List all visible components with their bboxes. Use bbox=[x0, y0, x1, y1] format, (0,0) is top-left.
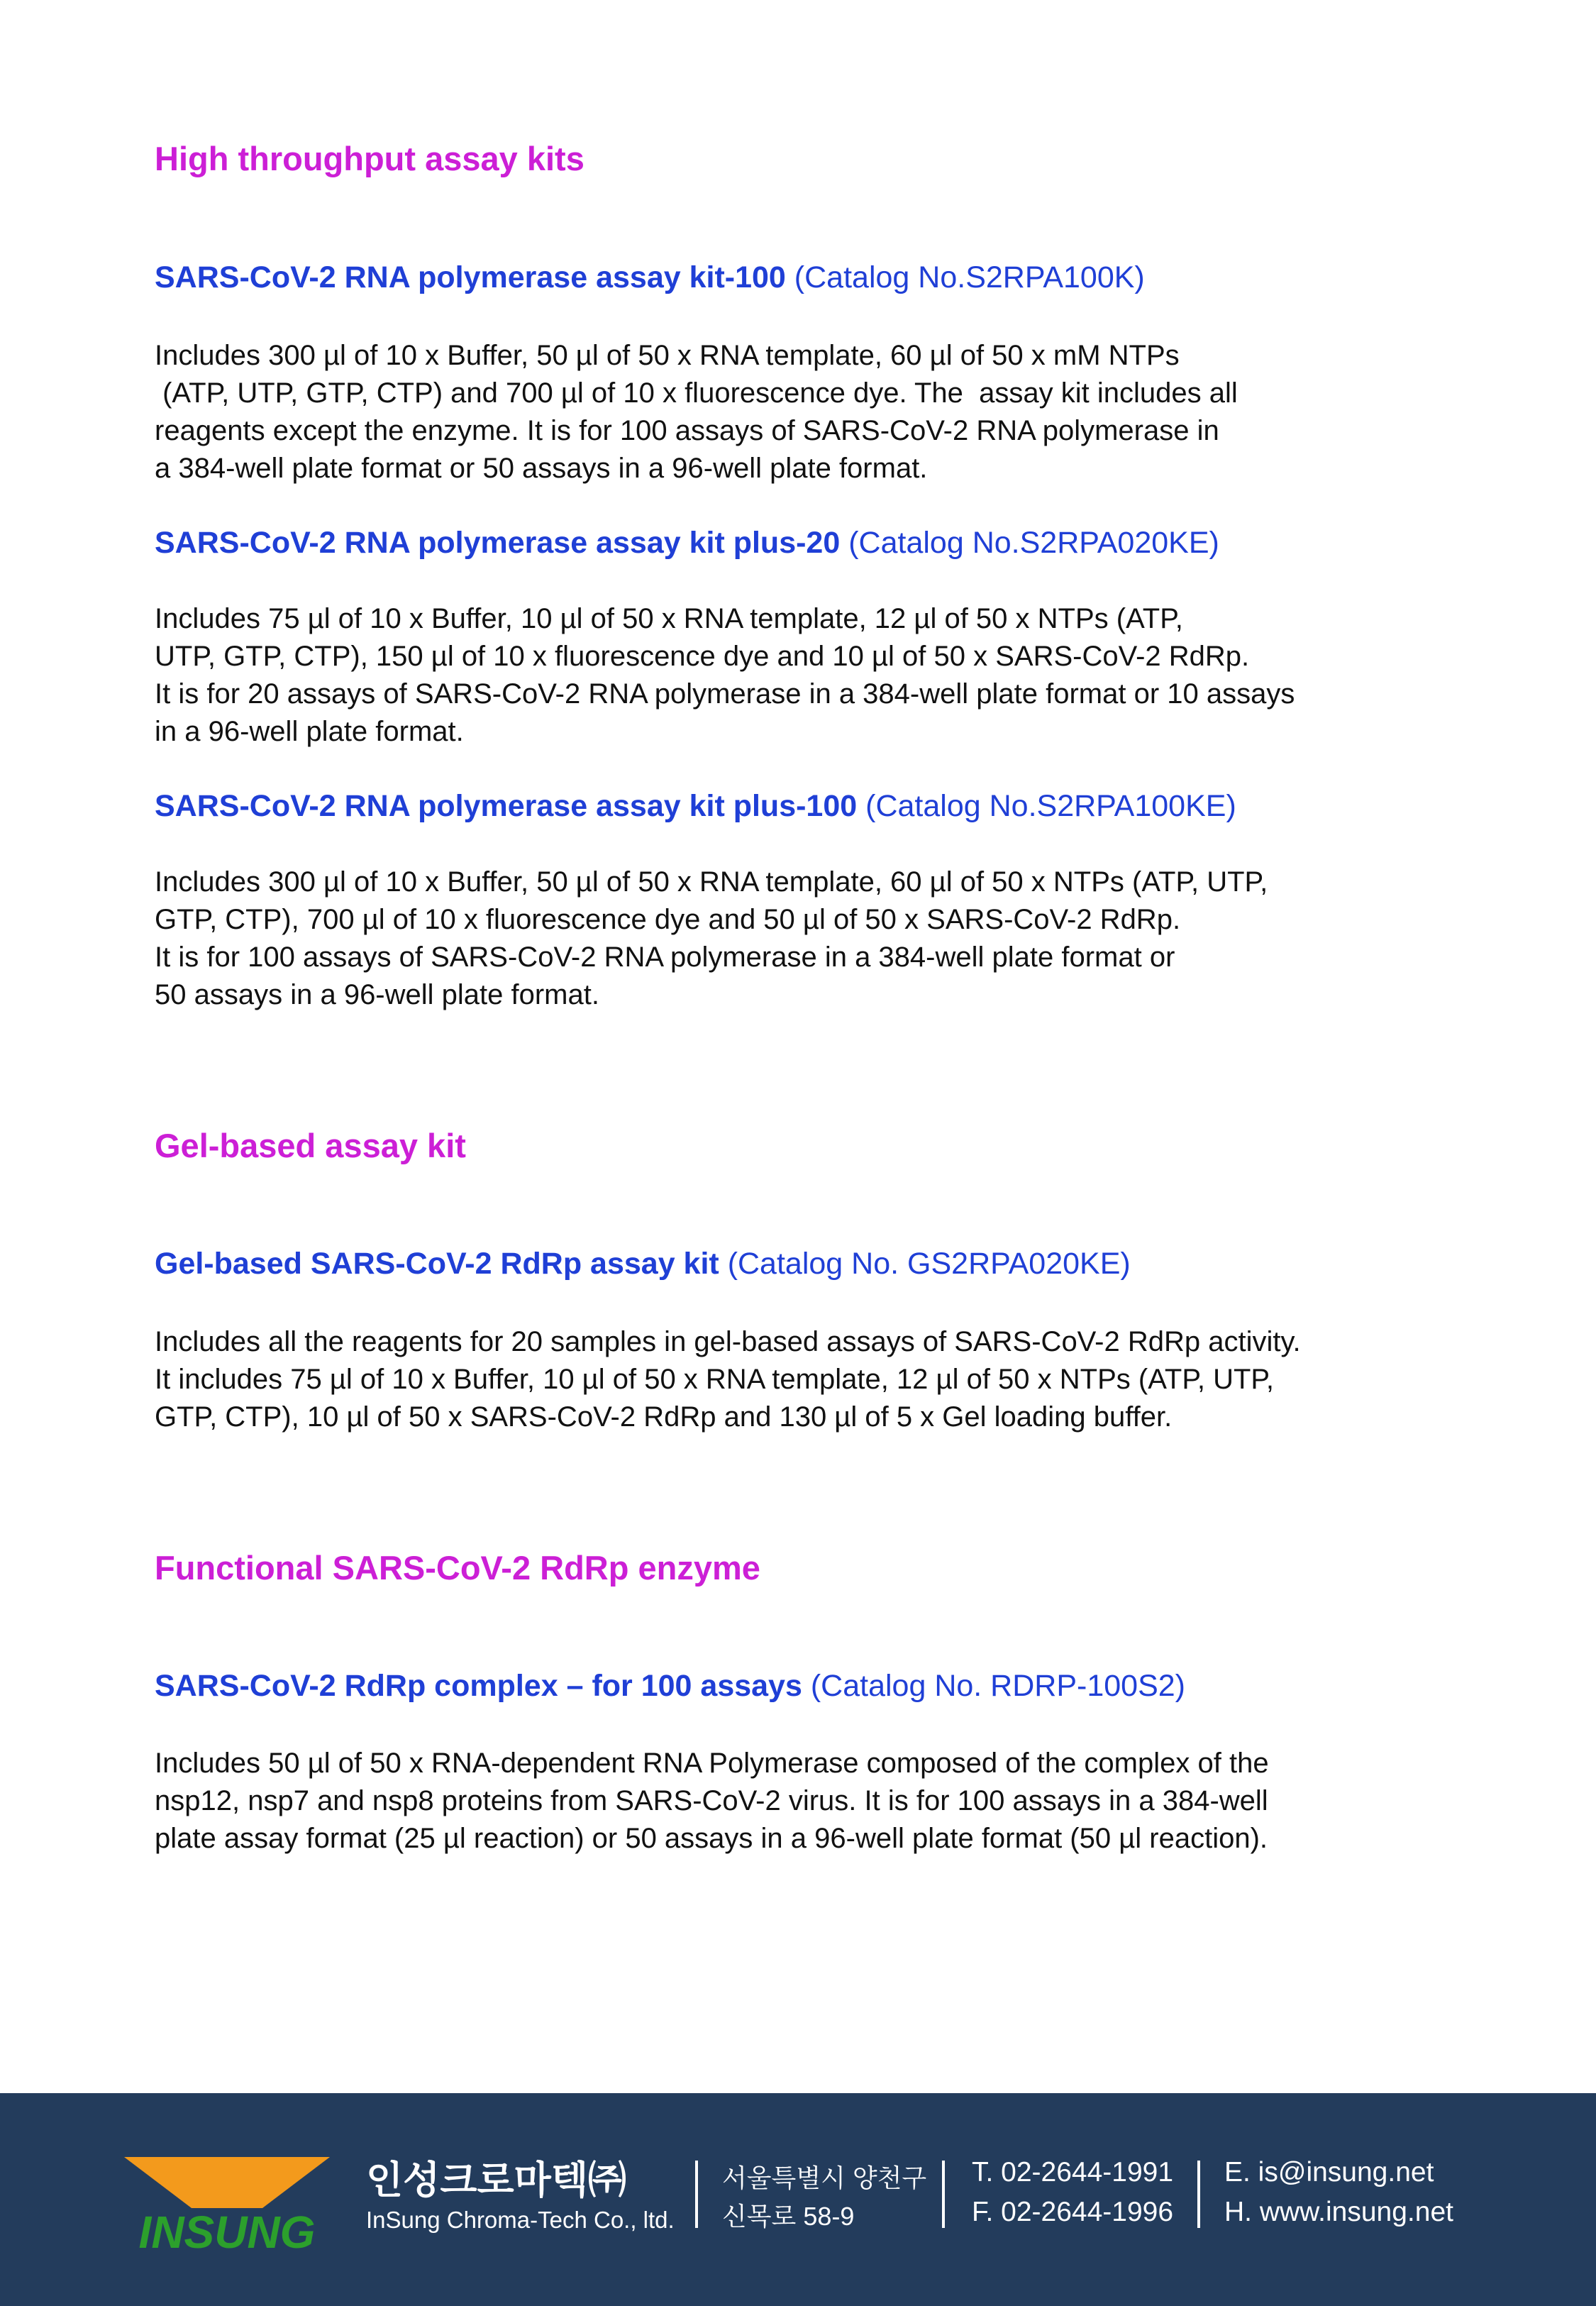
product-name: SARS-CoV-2 RdRp complex – for 100 assays bbox=[155, 1669, 802, 1703]
catalog-number: (Catalog No.S2RPA020KE) bbox=[848, 526, 1219, 560]
product-title bbox=[155, 789, 1236, 824]
catalog-number: (Catalog No.S2RPA100KE) bbox=[865, 789, 1236, 823]
section-title-functional-enzyme: Functional SARS-CoV-2 RdRp enzyme bbox=[155, 1549, 760, 1587]
product-description bbox=[155, 1323, 1301, 1436]
product-name: SARS-CoV-2 RNA polymerase assay kit plus-100 bbox=[155, 789, 858, 823]
description-line: It includes 75 µl of 10 x Buffer, 10 µl of 50 x RNA template, 12 µl of 50 x NTPs (ATP, UTP, bbox=[155, 1364, 1275, 1395]
catalog-number: (Catalog No. RDRP-100S2) bbox=[810, 1669, 1186, 1703]
product-title bbox=[155, 1669, 1185, 1704]
telephone: T. 02-2644-1991 bbox=[972, 2157, 1174, 2188]
product-description bbox=[155, 1745, 1269, 1858]
description-line: It is for 20 assays of SARS-CoV-2 RNA polymerase in a 384-well plate format or 10 assays bbox=[155, 678, 1295, 710]
email-link[interactable]: E. is@insung.net bbox=[1224, 2157, 1434, 2188]
catalog-number: (Catalog No. GS2RPA020KE) bbox=[727, 1247, 1131, 1281]
description-line: plate assay format (25 µl reaction) or 50 assays in a 96-well plate format (50 µl reaction). bbox=[155, 1823, 1268, 1854]
description-line: nsp12, nsp7 and nsp8 proteins from SARS-CoV-2 virus. It is for 100 assays in a 384-well bbox=[155, 1785, 1268, 1816]
address-line: 신목로 58-9 bbox=[722, 2202, 855, 2231]
description-line: Includes 300 µl of 10 x Buffer, 50 µl of 50 x RNA template, 60 µl of 50 x mM NTPs bbox=[155, 340, 1180, 371]
product-name: SARS-CoV-2 RNA polymerase assay kit plus-20 bbox=[155, 526, 841, 560]
product-description bbox=[155, 337, 1238, 487]
description-line: Includes all the reagents for 20 samples in gel-based assays of SARS-CoV-2 RdRp activity. bbox=[155, 1326, 1301, 1357]
section-title-gel-based: Gel-based assay kit bbox=[155, 1127, 466, 1164]
logo-text: INSUNG bbox=[138, 2207, 316, 2256]
description-line: Includes 300 µl of 10 x Buffer, 50 µl of 50 x RNA template, 60 µl of 50 x NTPs (ATP, UTP, bbox=[155, 866, 1268, 898]
product-description bbox=[155, 600, 1295, 751]
product-name: Gel-based SARS-CoV-2 RdRp assay kit bbox=[155, 1247, 719, 1281]
footer-divider bbox=[695, 2161, 698, 2228]
description-line: GTP, CTP), 10 µl of 50 x SARS-CoV-2 RdRp and 130 µl of 5 x Gel loading buffer. bbox=[155, 1401, 1173, 1433]
description-line: Includes 75 µl of 10 x Buffer, 10 µl of 50 x RNA template, 12 µl of 50 x NTPs (ATP, bbox=[155, 603, 1183, 634]
description-line: 50 assays in a 96-well plate format. bbox=[155, 979, 599, 1010]
description-line: GTP, CTP), 700 µl of 10 x fluorescence dye and 50 µl of 50 x SARS-CoV-2 RdRp. bbox=[155, 904, 1181, 935]
footer-divider bbox=[942, 2161, 945, 2228]
footer-bar bbox=[0, 2093, 1596, 2306]
fax: F. 02-2644-1996 bbox=[972, 2197, 1174, 2227]
product-title bbox=[155, 526, 1219, 561]
description-line: It is for 100 assays of SARS-CoV-2 RNA polymerase in a 384-well plate format or bbox=[155, 942, 1175, 973]
company-name-korean: 인성크로마텍㈜ bbox=[366, 2159, 626, 2202]
catalog-number: (Catalog No.S2RPA100K) bbox=[794, 260, 1145, 294]
product-name: SARS-CoV-2 RNA polymerase assay kit-100 bbox=[155, 260, 786, 294]
description-line: in a 96-well plate format. bbox=[155, 716, 464, 747]
insung-logo bbox=[124, 2157, 330, 2256]
homepage-link[interactable]: H. www.insung.net bbox=[1224, 2197, 1453, 2227]
address-line: 서울특별시 양천구 bbox=[722, 2163, 927, 2192]
description-line: UTP, GTP, CTP), 150 µl of 10 x fluorescence dye and 10 µl of 50 x SARS-CoV-2 RdRp. bbox=[155, 641, 1250, 672]
footer-divider bbox=[1197, 2161, 1200, 2228]
section-title-high-throughput: High throughput assay kits bbox=[155, 140, 584, 177]
description-line: reagents except the enzyme. It is for 100 assays of SARS-CoV-2 RNA polymerase in bbox=[155, 415, 1219, 446]
product-title bbox=[155, 1247, 1131, 1281]
product-description bbox=[155, 864, 1268, 1014]
description-line: Includes 50 µl of 50 x RNA-dependent RNA Polymerase composed of the complex of the bbox=[155, 1748, 1269, 1779]
description-line: a 384-well plate format or 50 assays in a 96-well plate format. bbox=[155, 453, 928, 484]
product-title bbox=[155, 260, 1145, 295]
company-name-english: InSung Chroma-Tech Co., ltd. bbox=[366, 2207, 675, 2233]
description-line: (ATP, UTP, GTP, CTP) and 700 µl of 10 x fluorescence dye. The assay kit includes all bbox=[155, 377, 1238, 409]
